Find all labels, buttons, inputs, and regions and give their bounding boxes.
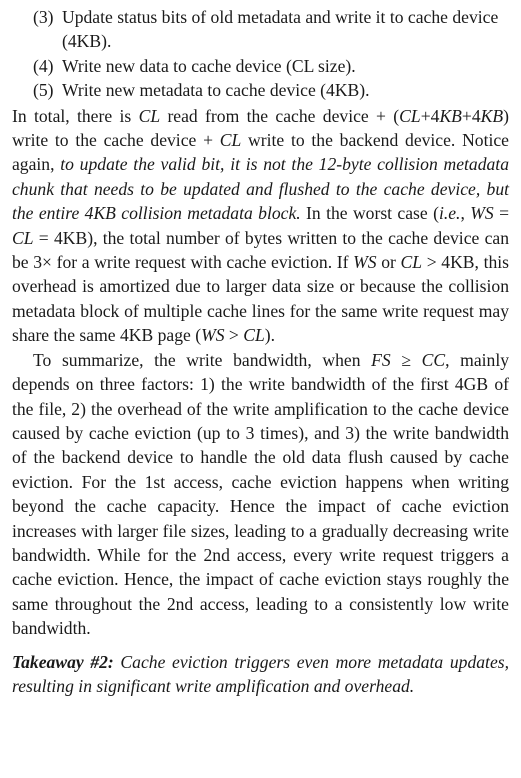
step-text: Write new data to cache device (CL size).: [62, 55, 356, 76]
takeaway-label: Takeaway #2:: [12, 651, 114, 672]
step-number: (3): [33, 7, 54, 27]
step-number: (4): [33, 55, 54, 76]
step-text: Write new metadata to cache device (4KB).: [62, 80, 370, 101]
takeaway-text: Cache eviction triggers even more metadata updates, resulting in significant write amplification and overhead.: [12, 651, 509, 696]
step-list: [12, 5, 509, 103]
paragraph-total-overhead: In total, there is CL read from the cache device + (CL+4KB+4KB) write to the cache device + CL write to the backend device. Notice again, to update the valid bit, it is not the 12-byte collision metadata chunk that needs to be updated and flushed to the cache device, but the entire 4KB collision metadata block. In the worst case (i.e., WS = CL = 4KB), the total number of bytes written to the cache device can be 3× for a write request with cache eviction. If WS or CL > 4KB, this overhead is amortized due to larger data size or because the collision metadata block of multiple cache lines for the same write request may share the same 4KB page (WS > CL).: [12, 105, 509, 346]
step-number: (5): [33, 80, 54, 101]
list-item: [33, 54, 509, 78]
takeaway-box: [12, 650, 509, 699]
paragraph-summary: To summarize, the write bandwidth, when FS ≥ CC, mainly depends on three factors: 1) the write bandwidth of the first 4GB of the file, 2) the overhead of the write amplification to the cache device caused by cache eviction (up to 3 times), and 3) the write bandwidth of the backend device to handle the old data flush caused by cache eviction. For the 1st access, cache eviction happens when writing beyond the cache capacity. Hence the impact of cache eviction increases with larger file sizes, leading to a gradually decreasing write bandwidth. While for the 2nd access, every write request triggers a cache eviction. Hence, the impact of cache eviction stays roughly the same throughout the 2nd access, leading to a consistently low write bandwidth.: [12, 349, 510, 639]
list-item: [33, 5, 509, 54]
list-item: [33, 78, 509, 102]
step-text: Update status bits of old metadata and write it to cache device (4KB).: [62, 7, 499, 52]
